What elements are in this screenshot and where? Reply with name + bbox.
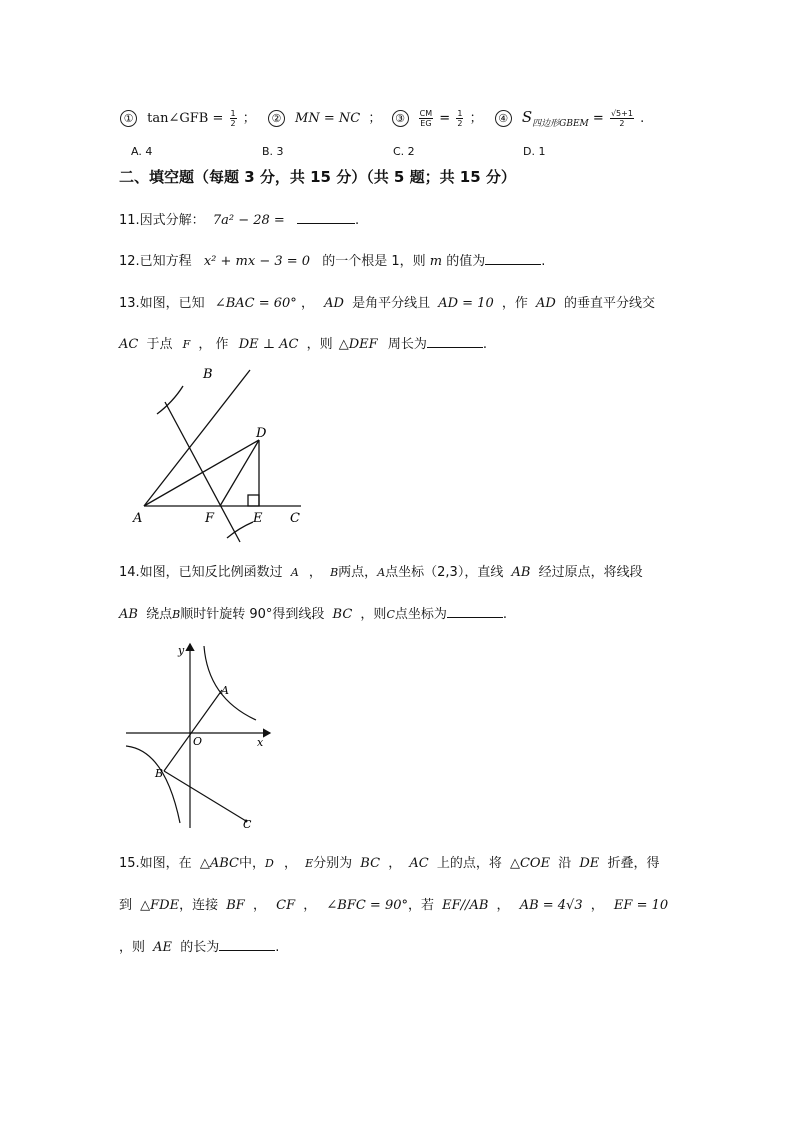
question-15-line-1: [119, 852, 659, 871]
q12-text2: 的值为: [446, 254, 486, 269]
figure-14-coordinate-diagram: [120, 638, 280, 833]
q14-text: 点坐标（2,3），直线: [385, 565, 504, 580]
section-heading: 二、填空题（每题 3 分，共 15 分）（共 5 题；共 15 分）: [119, 168, 516, 186]
question-11: [119, 209, 359, 228]
label-a: A: [133, 511, 143, 526]
q15-text: 上的点，将: [436, 856, 502, 871]
option-c: C. 2: [393, 145, 415, 158]
q13-comma: ，: [300, 296, 314, 311]
q15-length: AB = 4√3: [519, 898, 583, 913]
q11-expression: 7a² − 28 =: [212, 213, 285, 228]
q15-comma: ，: [388, 856, 402, 871]
q15-text: 15.如图，在: [119, 856, 192, 871]
label-f: F: [205, 511, 215, 526]
question-13-line-1: [119, 292, 655, 311]
option-a: A. 4: [131, 145, 153, 158]
option-d: D. 1: [523, 145, 546, 158]
q15-text: ，连接: [179, 898, 219, 913]
q15-comma: ，: [496, 898, 510, 913]
q14-answer-blank: [447, 616, 503, 618]
q13-text: 是角平分线且: [352, 296, 431, 311]
q15-text: 到: [119, 898, 133, 913]
label-o: O: [193, 735, 203, 748]
q13-segment: AD: [536, 296, 556, 311]
item3-lhs-fraction: $\frac{CM}{EG}$: [419, 109, 433, 128]
label-d: D: [256, 426, 267, 441]
q14-line: AB: [511, 565, 531, 580]
q13-answer-blank: [427, 346, 483, 348]
q14-point: B: [172, 608, 181, 621]
separator: ；: [242, 111, 256, 126]
question-15-line-2: [119, 894, 668, 913]
perpendicular-bisector: [165, 402, 240, 542]
q14-text: 顺时针旋转 90°得到线段: [180, 607, 325, 622]
label-b: B: [155, 767, 164, 780]
item-number-4: ④: [495, 110, 512, 127]
q10-items: [120, 107, 644, 129]
q15-text: ，若: [408, 898, 435, 913]
label-b: B: [203, 367, 213, 382]
question-12: [119, 250, 545, 269]
item4-equals: =: [592, 111, 604, 126]
q12-label: 12.已知方程: [119, 254, 192, 269]
item3-equals: =: [439, 111, 451, 126]
q14-point: B: [330, 566, 339, 579]
q11-period: .: [354, 213, 360, 228]
q15-text: 折叠，得: [607, 856, 660, 871]
label-a: A: [221, 684, 229, 697]
item-number-2: ②: [268, 110, 285, 127]
q15-text: 的长为: [180, 940, 220, 955]
q12-text: 的一个根是 1，则: [322, 254, 426, 269]
q14-point: C: [386, 608, 395, 621]
q14-point: A: [290, 566, 299, 579]
ray-ab: [144, 370, 250, 506]
q15-length: EF = 10: [613, 898, 669, 913]
q13-segment: AC: [119, 337, 139, 352]
segment-bc: [164, 771, 246, 821]
q15-segment: CF: [276, 898, 296, 913]
q11-label: 11.因式分解：: [119, 213, 205, 228]
item-number-1: ①: [120, 110, 137, 127]
q13-perpendicular: DE ⊥ AC: [238, 337, 299, 352]
q12-answer-blank: [485, 263, 541, 265]
q15-triangle: △ABC: [199, 856, 239, 871]
item4-area-symbol: S: [521, 108, 533, 126]
item-number-3: ③: [392, 110, 409, 127]
label-y: y: [178, 644, 185, 657]
q13-triangle: △DEF: [338, 337, 378, 352]
q14-text: ，则: [360, 607, 387, 622]
q13-text: ，则: [306, 337, 333, 352]
q13-text: ， 作: [198, 337, 229, 352]
q13-text: 于点: [146, 337, 173, 352]
q15-point: D: [264, 857, 274, 870]
segment-ad: [144, 440, 259, 506]
q15-text: ，则: [119, 940, 146, 955]
q15-segment: AE: [153, 940, 173, 955]
label-e: E: [253, 511, 263, 526]
q15-angle: ∠BFC = 90°: [326, 898, 409, 913]
q12-variable: m: [429, 254, 443, 269]
q14-text: 点坐标为: [394, 607, 447, 622]
question-14-line-1: [119, 561, 643, 580]
q15-segment: AC: [409, 856, 429, 871]
q14-segment: AB: [119, 607, 138, 622]
segment-df: [220, 440, 259, 506]
q15-parallel: EF//AB: [442, 898, 489, 913]
q13-point: F: [182, 338, 191, 351]
item4-period: .: [640, 111, 645, 126]
q13-text: 周长为: [387, 337, 427, 352]
q13-length: AD = 10: [438, 296, 494, 311]
q15-comma: ，: [283, 856, 297, 871]
q15-segment: DE: [579, 856, 600, 871]
q13-text: 13.如图，已知: [119, 296, 205, 311]
figure-13-diagram: [125, 362, 310, 552]
separator: ；: [368, 111, 382, 126]
q14-segment: BC: [332, 607, 353, 622]
question-13-line-2: [119, 333, 487, 352]
q15-segment: BF: [226, 898, 245, 913]
q15-text: 沿: [558, 856, 572, 871]
q14-comma: ，: [308, 565, 322, 580]
item4-fraction: $\frac{√5+1}{2}$: [610, 109, 633, 128]
q15-triangle: △COE: [509, 856, 551, 871]
label-x: x: [257, 736, 264, 749]
item4-subscript: 四边形GBEM: [532, 119, 589, 129]
q13-segment: AD: [324, 296, 344, 311]
q14-text: 14.如图，已知反比例函数过: [119, 565, 283, 580]
hyperbola-branch-right: [204, 646, 256, 720]
q15-comma: ，: [252, 898, 266, 913]
q15-point: E: [305, 857, 314, 870]
question-14-line-2: [119, 603, 507, 622]
line-ab: [164, 690, 222, 771]
q12-equation: x² + mx − 3 = 0: [203, 254, 311, 269]
option-b: B. 3: [262, 145, 284, 158]
q13-text: ，作: [501, 296, 528, 311]
item1-fraction: $\frac{1}{2}$: [230, 109, 236, 128]
q14-text: 两点，: [338, 565, 378, 580]
q14-text: 绕点: [146, 607, 173, 622]
hyperbola-branch-left: [126, 746, 180, 823]
q13-period: .: [482, 337, 487, 352]
q14-point: A: [377, 566, 386, 579]
item2-expression: MN = NC: [295, 111, 361, 126]
q15-segment: BC: [360, 856, 381, 871]
item1-expression: tan∠GFB =: [147, 111, 224, 126]
label-c: C: [290, 511, 300, 526]
separator: ；: [469, 111, 483, 126]
q15-triangle: △FDE: [140, 898, 180, 913]
q13-text: 的垂直平分线交: [563, 296, 655, 311]
item3-fraction: $\frac{1}{2}$: [457, 109, 463, 128]
q15-comma: ，: [590, 898, 604, 913]
label-c: C: [243, 818, 252, 831]
q11-answer-blank: [297, 222, 355, 224]
q14-text: 经过原点，将线段: [538, 565, 643, 580]
q14-period: .: [502, 607, 508, 622]
question-15-line-3: [119, 936, 279, 955]
arc-mark-top: [157, 386, 183, 414]
q15-text: 分别为: [313, 856, 353, 871]
q15-comma: ，: [303, 898, 317, 913]
q12-period: .: [541, 254, 546, 269]
right-angle-mark: [248, 495, 259, 506]
q15-period: .: [275, 940, 280, 955]
q13-angle: ∠BAC = 60°: [214, 296, 297, 311]
q15-text: 中，: [238, 856, 265, 871]
q15-answer-blank: [219, 949, 275, 951]
